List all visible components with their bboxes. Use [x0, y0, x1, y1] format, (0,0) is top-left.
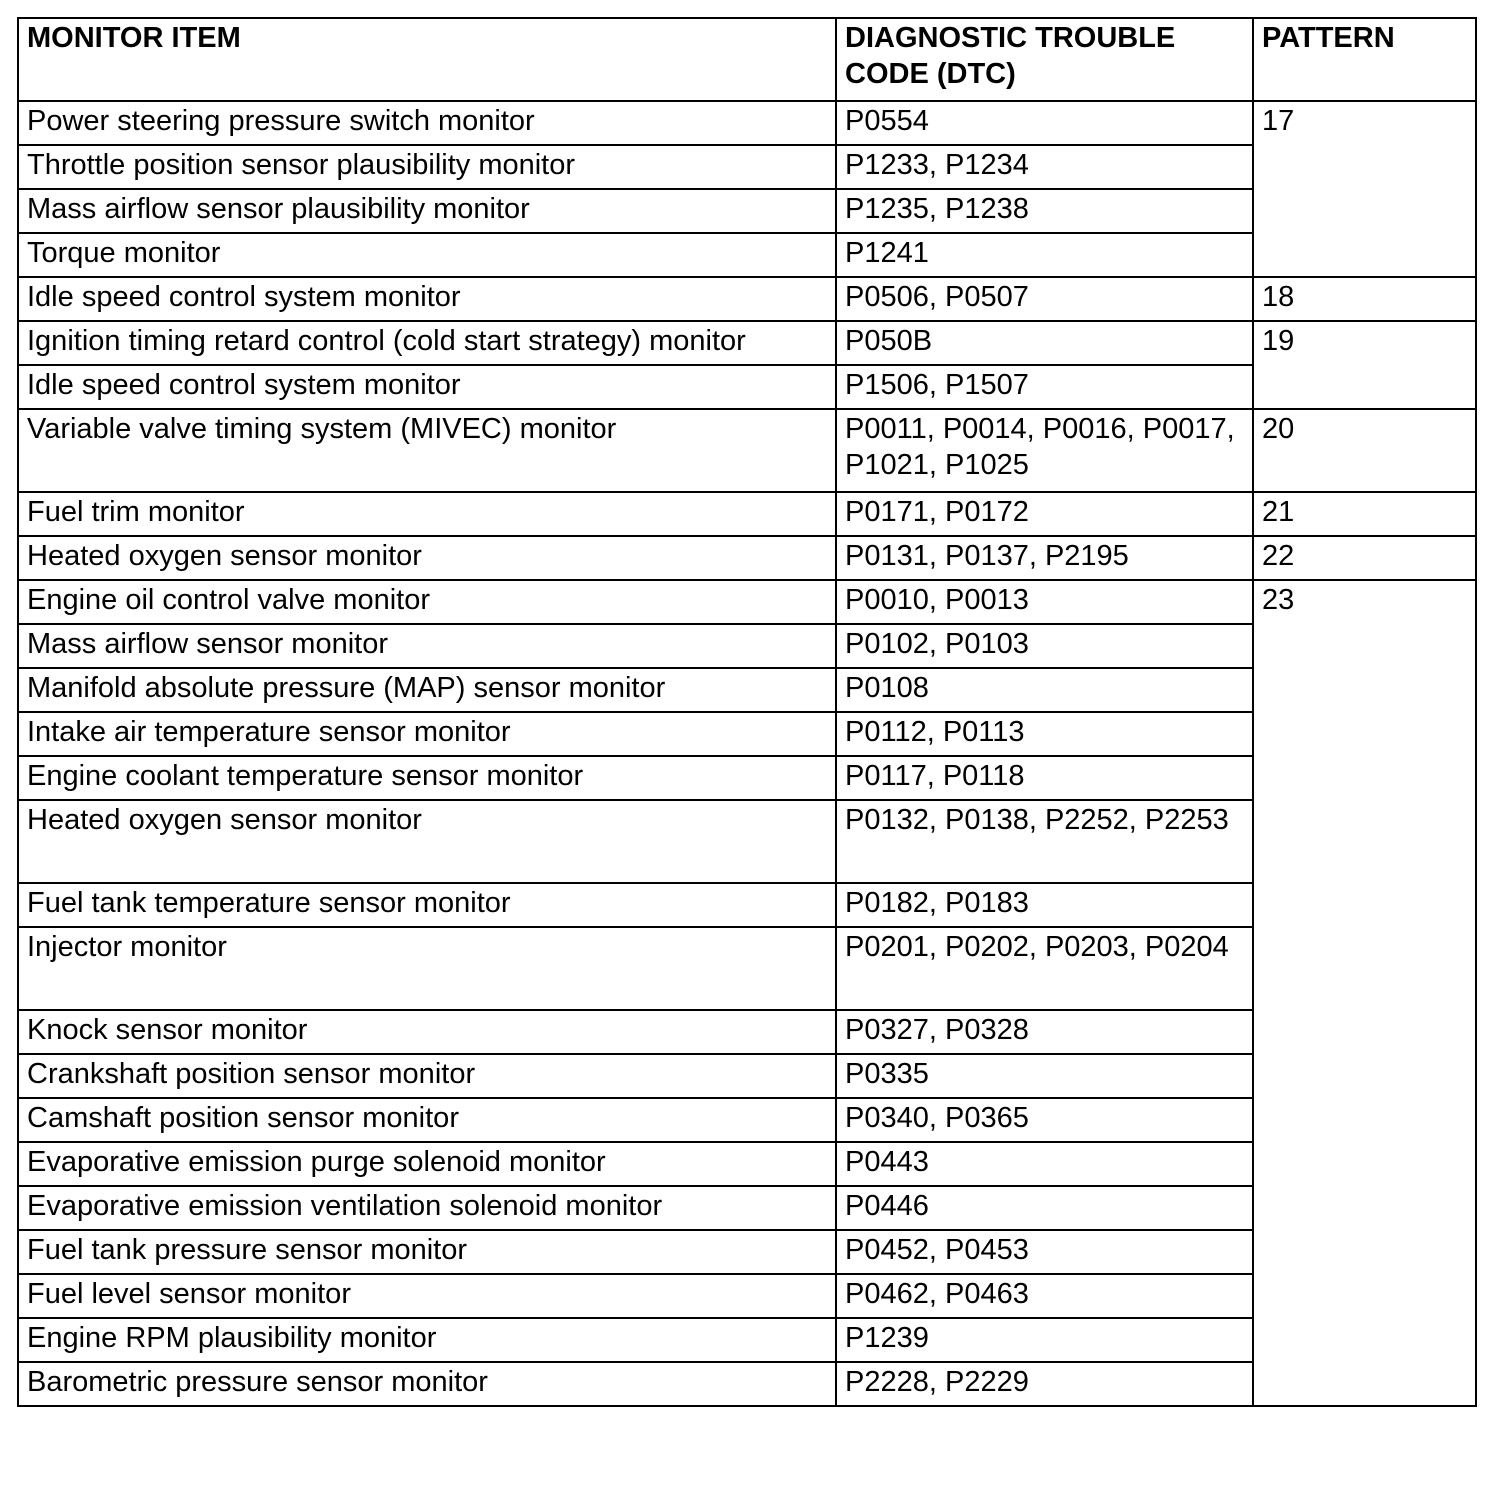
dtc-cell: P0340, P0365: [836, 1098, 1253, 1142]
table-row: [18, 101, 1476, 145]
monitor-item-cell: Mass airflow sensor monitor: [18, 624, 836, 668]
dtc-cell: P0182, P0183: [836, 883, 1253, 927]
dtc-cell: P0327, P0328: [836, 1010, 1253, 1054]
monitor-item-cell: Mass airflow sensor plausibility monitor: [18, 189, 836, 233]
pattern-cell: 22: [1253, 536, 1476, 580]
dtc-cell: P0010, P0013: [836, 580, 1253, 624]
monitor-item-cell: Throttle position sensor plausibility monitor: [18, 145, 836, 189]
dtc-cell: P1233, P1234: [836, 145, 1253, 189]
pattern-cell: 21: [1253, 492, 1476, 536]
monitor-item-cell: Engine coolant temperature sensor monitor: [18, 756, 836, 800]
dtc-cell: P0443: [836, 1142, 1253, 1186]
monitor-item-cell: Injector monitor: [18, 927, 836, 1010]
monitor-item-cell: Evaporative emission ventilation solenoid monitor: [18, 1186, 836, 1230]
dtc-cell: P0112, P0113: [836, 712, 1253, 756]
header-dtc: DIAGNOSTIC TROUBLE CODE (DTC): [836, 18, 1253, 101]
pattern-cell: 19: [1253, 321, 1476, 409]
monitor-item-cell: Fuel trim monitor: [18, 492, 836, 536]
table-row: [18, 321, 1476, 365]
monitor-item-cell: Manifold absolute pressure (MAP) sensor monitor: [18, 668, 836, 712]
dtc-cell: P2228, P2229: [836, 1362, 1253, 1406]
dtc-cell: P0131, P0137, P2195: [836, 536, 1253, 580]
header-pattern: PATTERN: [1253, 18, 1476, 101]
dtc-cell: P0117, P0118: [836, 756, 1253, 800]
dtc-cell: P0335: [836, 1054, 1253, 1098]
dtc-cell: P1506, P1507: [836, 365, 1253, 409]
dtc-cell: P0102, P0103: [836, 624, 1253, 668]
monitor-item-cell: Camshaft position sensor monitor: [18, 1098, 836, 1142]
table-row: [18, 536, 1476, 580]
monitor-item-cell: Heated oxygen sensor monitor: [18, 536, 836, 580]
monitor-item-cell: Power steering pressure switch monitor: [18, 101, 836, 145]
monitor-item-cell: Variable valve timing system (MIVEC) monitor: [18, 409, 836, 492]
monitor-item-cell: Crankshaft position sensor monitor: [18, 1054, 836, 1098]
monitor-item-cell: Fuel level sensor monitor: [18, 1274, 836, 1318]
pattern-cell: 17: [1253, 101, 1476, 277]
monitor-item-cell: Engine RPM plausibility monitor: [18, 1318, 836, 1362]
pattern-cell: 18: [1253, 277, 1476, 321]
dtc-cell: P0132, P0138, P2252, P2253: [836, 800, 1253, 883]
dtc-cell: P1241: [836, 233, 1253, 277]
monitor-item-cell: Fuel tank temperature sensor monitor: [18, 883, 836, 927]
monitor-item-cell: Barometric pressure sensor monitor: [18, 1362, 836, 1406]
dtc-cell: P1239: [836, 1318, 1253, 1362]
pattern-cell: 23: [1253, 580, 1476, 1406]
header-monitor-item: MONITOR ITEM: [18, 18, 836, 101]
monitor-item-cell: Engine oil control valve monitor: [18, 580, 836, 624]
pattern-cell: 20: [1253, 409, 1476, 492]
dtc-cell: P1235, P1238: [836, 189, 1253, 233]
dtc-cell: P0108: [836, 668, 1253, 712]
monitor-item-cell: Knock sensor monitor: [18, 1010, 836, 1054]
monitor-item-cell: Idle speed control system monitor: [18, 277, 836, 321]
dtc-cell: P0506, P0507: [836, 277, 1253, 321]
monitor-item-cell: Ignition timing retard control (cold start strategy) monitor: [18, 321, 836, 365]
dtc-monitor-table: [17, 17, 1477, 1407]
dtc-cell: P0462, P0463: [836, 1274, 1253, 1318]
table-row: [18, 277, 1476, 321]
table-row: [18, 492, 1476, 536]
dtc-cell: P0554: [836, 101, 1253, 145]
dtc-cell: P0201, P0202, P0203, P0204: [836, 927, 1253, 1010]
monitor-item-cell: Heated oxygen sensor monitor: [18, 800, 836, 883]
table-row: [18, 409, 1476, 492]
dtc-cell: P0452, P0453: [836, 1230, 1253, 1274]
dtc-cell: P0011, P0014, P0016, P0017, P1021, P1025: [836, 409, 1253, 492]
monitor-item-cell: Intake air temperature sensor monitor: [18, 712, 836, 756]
dtc-cell: P0446: [836, 1186, 1253, 1230]
monitor-item-cell: Evaporative emission purge solenoid monitor: [18, 1142, 836, 1186]
header-row: [18, 18, 1476, 101]
monitor-item-cell: Fuel tank pressure sensor monitor: [18, 1230, 836, 1274]
dtc-cell: P050B: [836, 321, 1253, 365]
monitor-item-cell: Idle speed control system monitor: [18, 365, 836, 409]
dtc-cell: P0171, P0172: [836, 492, 1253, 536]
monitor-item-cell: Torque monitor: [18, 233, 836, 277]
table-row: [18, 580, 1476, 624]
